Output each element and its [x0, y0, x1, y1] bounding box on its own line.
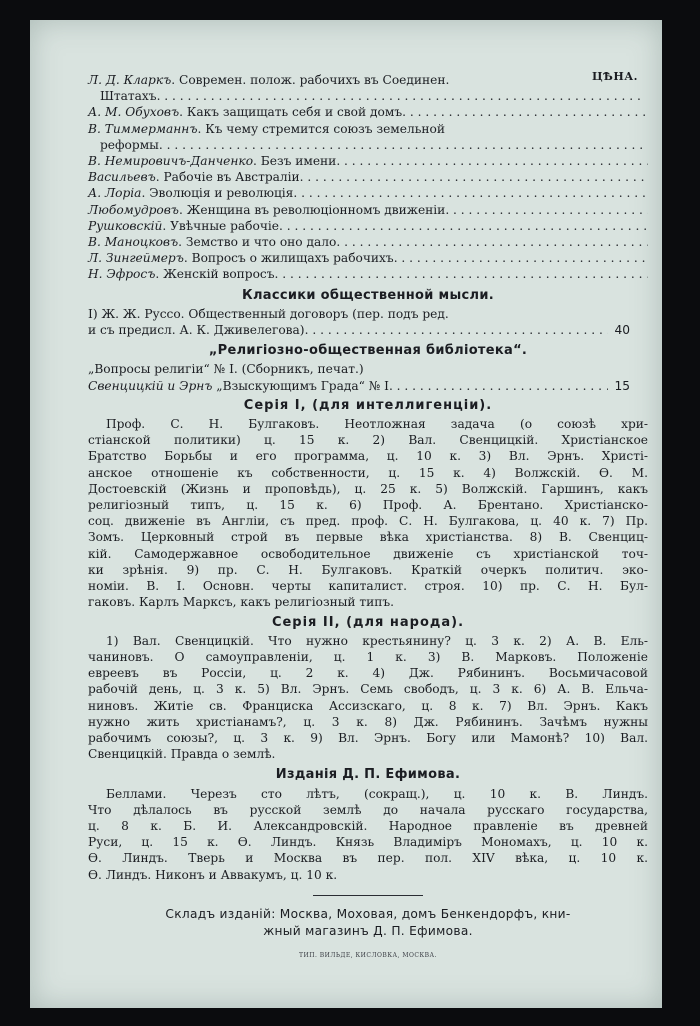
classics-line: и съ предисл. А. К. Дживелегова) . . . 40: [88, 322, 648, 338]
section-heading-series-1: Серія I, (для интеллигенціи).: [243, 397, 493, 413]
paragraph-line: Ѳ. Линдъ. Никонъ и Аввакумъ, ц. 10 к.: [88, 867, 338, 882]
section-heading-series-2: Серія II, (для народа).: [271, 614, 465, 630]
paragraph-line: рабочій день, ц. 3 к. 5) Вл. Эрнъ. Семь свободъ, ц. 3 к. 6) А. В. Ельча-: [88, 682, 648, 697]
series-2-paragraph: [88, 633, 648, 763]
paragraph-line: ки зрѣнія. 9) пр. С. Н. Булгаковъ. Краткій очеркъ политич. эко-: [88, 562, 648, 577]
paragraph-line: Что дѣлалось въ русской землѣ до начала русскаго государства,: [88, 802, 648, 817]
paragraph-line: евреевъ въ Россіи, ц. 2 к. 4) Дж. Рябининъ. Восьмичасовой: [88, 666, 648, 681]
paragraph-line: гаковъ. Карлъ Марксъ, какъ религіозный типъ.: [88, 595, 395, 610]
list-item: Васильевъ. Рабочіе въ Австраліи . . .: [88, 169, 648, 185]
paragraph-line: религіозный типъ, ц. 15 к. 6) Проф. А. Брентано. Христіанско-: [88, 498, 648, 513]
list-item: Л. Д. Кларкъ. Современ. полож. рабочихъ въ Соединен.: [88, 73, 450, 87]
divider: [313, 895, 423, 896]
list-item: В. Маноцковъ. Земство и что оно дало . . .: [88, 234, 648, 250]
paragraph-line: рабочимъ союзы?, ц. 3 к. 9) Вл. Эрнъ. Богу или Мамонѣ? 10) Вал.: [88, 730, 648, 745]
paragraph-line: соц. движеніе въ Англіи, съ пред. проф. С. Н. Булгакова, ц. 40 к. 7) Пр.: [88, 514, 648, 529]
printer-imprint: ТИП. ВИЛЬДЕ, КИСЛОВКА, МОСКВА.: [298, 951, 437, 959]
paragraph-line: Проф. С. Н. Булгаковъ. Неотложная задача (о союзѣ хри-: [106, 417, 648, 432]
catalog-text: [88, 72, 648, 964]
classics-line: І) Ж. Ж. Руссо. Общественный договоръ (пер. подъ ред.: [88, 306, 449, 321]
religious-line: Свенцицкій и Эрнъ „Взыскующимъ Града“ № I . . . 15: [88, 378, 648, 394]
list-item: Н. Эфросъ. Женскій вопросъ . . .: [88, 266, 648, 282]
paragraph-line: Зомъ. Церковный строй въ первые вѣка христіанства. 8) В. Свенциц-: [88, 530, 648, 545]
price-value: 15: [614, 378, 630, 393]
book-page: [30, 20, 662, 1008]
series-1-paragraph: [88, 416, 648, 610]
paragraph-line: анское отношеніе къ собственности, ц. 15 к. 4) Волжскій. Ѳ. М.: [88, 465, 648, 480]
paragraph-line: ц. 8 к. Б. И. Александровскій. Народное правленіе въ древней: [88, 818, 648, 833]
paragraph-line: Руси, ц. 15 к. Ѳ. Линдъ. Князь Владиміръ Мономахъ, ц. 10 к.: [88, 835, 648, 850]
warehouse-address: Складъ изданій: Москва, Моховая, домъ Бенкендорфъ, кни- жный магазинъ Д. П. Ефимова.: [165, 906, 571, 938]
section-heading-efimov: Изданія Д. П. Ефимова.: [275, 767, 461, 783]
paragraph-line: 1) Вал. Свенцицкій. Что нужно крестьянину? ц. 3 к. 2) А. В. Ель-: [106, 633, 648, 648]
religious-line: „Вопросы религіи“ № I. (Сборникъ, печат.): [88, 362, 364, 377]
list-item: Л. Зингеймеръ. Вопросъ о жилищахъ рабочихъ . . .: [88, 250, 648, 266]
paragraph-line: Братство Борьбы и его программа, ц. 10 к. 3) Вл. Эрнъ. Христі-: [88, 449, 648, 464]
list-item: Рушковскій. Увѣчные рабочіе . . .: [88, 218, 648, 234]
paragraph-line: Беллами. Черезъ сто лѣтъ, (сокращ.), ц. 10 к. В. Линдъ.: [106, 786, 648, 801]
top-entry-list: [88, 72, 648, 283]
paragraph-line: кій. Самодержавное освободительное движеніе съ христіанской точ-: [88, 546, 648, 561]
paragraph-line: номіи. В. І. Основн. черты капиталист. строя. 10) пр. С. Н. Бул-: [88, 579, 648, 594]
paragraph-line: ниновъ. Житіе св. Франциска Ассизскаго, ц. 8 к. 7) Вл. Эрнъ. Какъ: [88, 698, 648, 713]
list-item: А. М. Обуховъ. Какъ защищать себя и свой домъ . . .: [88, 104, 648, 120]
paragraph-line: Достоевскій (Жизнь и проповѣдь), ц. 25 к. 5) Волжскій. Гаршинъ, какъ: [88, 481, 648, 496]
list-item: В. Немировичъ-Данченко. Безъ имени . . .: [88, 153, 648, 169]
paragraph-line: Свенцицкій. Правда о землѣ.: [88, 747, 276, 762]
paragraph-line: нужно жить христіанамъ?, ц. 3 к. 8) Дж. Рябининъ. Зачѣмъ нужны: [88, 714, 648, 729]
paragraph-line: чаниновъ. О самоуправленіи, ц. 1 к. 3) В. Марковъ. Положеніе: [88, 649, 648, 664]
list-item: А. Лоріа. Эволюція и революція . . .: [88, 185, 648, 201]
price-column-header: ЦѢНА.: [592, 70, 638, 83]
paragraph-line: Ѳ. Линдъ. Тверь и Москва въ пер. пол. XIV вѣка, ц. 10 к.: [88, 851, 648, 866]
list-item-continuation: Штатахъ . . .: [88, 88, 648, 104]
efimov-paragraph: [88, 786, 648, 883]
section-heading-classics: Классики общественной мысли.: [242, 287, 494, 303]
price-value: 40: [614, 323, 630, 338]
paragraph-line: стіанской политики) ц. 15 к. 2) Вал. Свенцицкій. Христіанское: [88, 433, 648, 448]
list-item: Любомудровъ. Женщина въ революціонномъ движеніи . . .: [88, 202, 648, 218]
list-item-continuation: реформы . . .: [88, 137, 648, 153]
list-item: В. Тиммерманнъ. Къ чему стремится союзъ земельной: [88, 121, 445, 136]
section-heading-religious-library: „Религіозно-общественная библіотека“.: [208, 343, 528, 359]
